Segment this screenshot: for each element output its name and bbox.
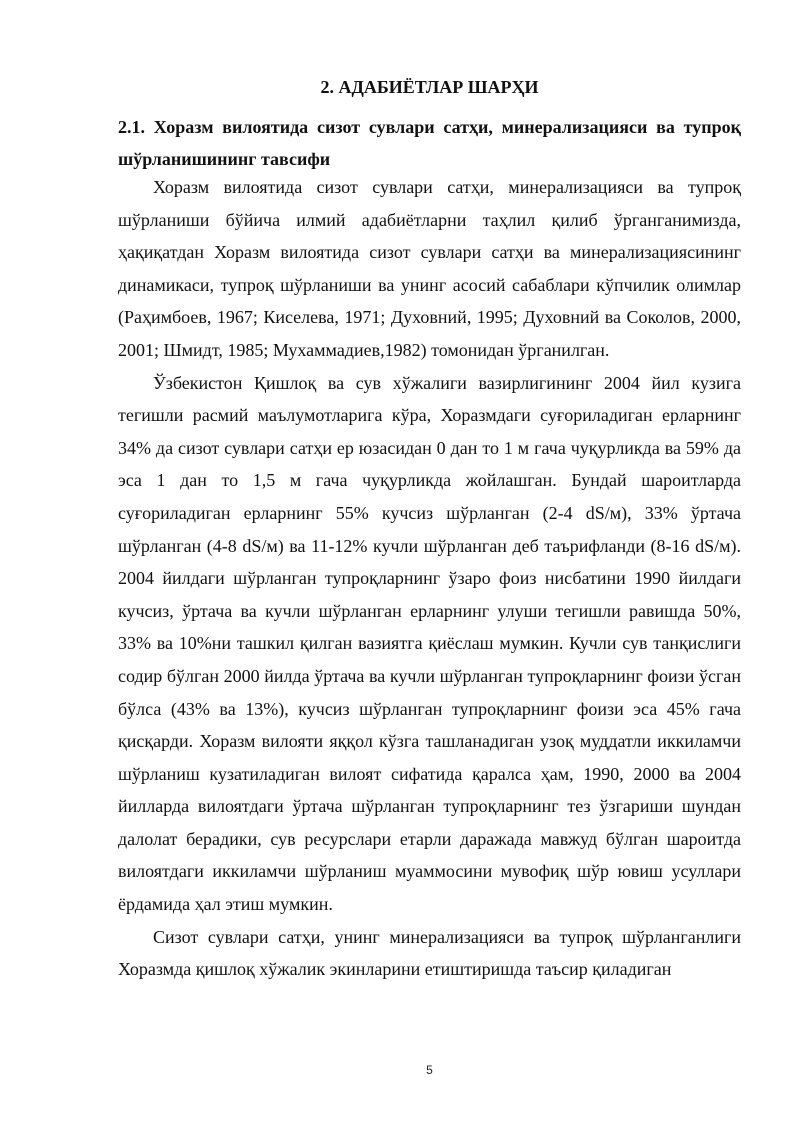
paragraph-1: Хоразм вилоятида сизот сувлари сатҳи, минерализацияси ва тупроқ шўрланиши бўйича илмий адабиётларни таҳлил қилиб ўрганганимизда, ҳақиқатдан Хоразм вилоятида сизот сувлари сатҳи ва минерализациясининг динамикаси, тупроқ шўрланиши ва унинг асосий сабаблари кўпчилик олимлар (Раҳимбоев, 1967; Киселева, 1971; Духовний, 1995; Духовний ва Соколов, 2000, 2001; Шмидт, 1985; Мухаммадиев,1982) томонидан ўрганилган. — [118, 177, 741, 360]
document-page — [118, 0, 741, 1131]
chapter-title: 2. АДАБИЁТЛАР ШАРҲИ — [320, 77, 539, 97]
section-title: 2.1. Хоразм вилоятида сизот сувлари сатҳи, минерализацияси ва тупроқ шўрланишининг тавсифи — [118, 117, 741, 169]
paragraph-2: Ўзбекистон Қишлоқ ва сув хўжалиги вазирлигининг 2004 йил кузига тегишли расмий маълумотларига кўра, Хоразмдаги суғориладиган ерларнинг 34% да сизот сувлари сатҳи ер юзасидан 0 дан то 1 м гача чуқурликда ва 59% да эса 1 дан то 1,5 м гача чуқурликда жойлашган. Бундай шароитларда суғориладиган ерларнинг 55% кучсиз шўрланган (2-4 dS/м), 33% ўртача шўрланган (4-8 dS/м) ва 11-12% кучли шўрланган деб таърифланди (8-16 dS/м). 2004 йилдаги шўрланган тупроқларнинг ўзаро фоиз нисбатини 1990 йилдаги кучсиз, ўртача ва кучли шўрланган ерларнинг улуши тегишли равишда 50%, 33% ва 10%ни ташкил қилган вазиятга қиёслаш мумкин. Кучли сув танқислиги содир бўлган 2000 йилда ўртача ва кучли шўрланган тупроқларнинг фоизи ўсган бўлса (43% ва 13%), кучсиз шўрланган тупроқларнинг фоизи эса 45% гача қисқарди. Хоразм вилояти яққол кўзга ташланадиган узоқ муддатли иккиламчи шўрланиш кузатиладиган вилоят сифатида қаралса ҳам, 1990, 2000 ва 2004 йилларда вилоятдаги ўртача шўрланган тупроқларнинг тез ўзгариши шундан далолат берадики, сув ресурслари етарли даражада мавжуд бўлган шароитда вилоятдаги иккиламчи шўрланиш муаммосини мувофиқ шўр ювиш усуллари ёрдамида ҳал этиш мумкин. — [118, 372, 741, 915]
paragraph-3: Сизот сувлари сатҳи, унинг минерализацияси ва тупроқ шўрланганлиги Хоразмда қишлоқ хўжалик экинларини етиштиришда таъсир қиладиган — [118, 926, 741, 980]
body-text — [118, 171, 741, 986]
page-number: 5 — [426, 1063, 433, 1077]
